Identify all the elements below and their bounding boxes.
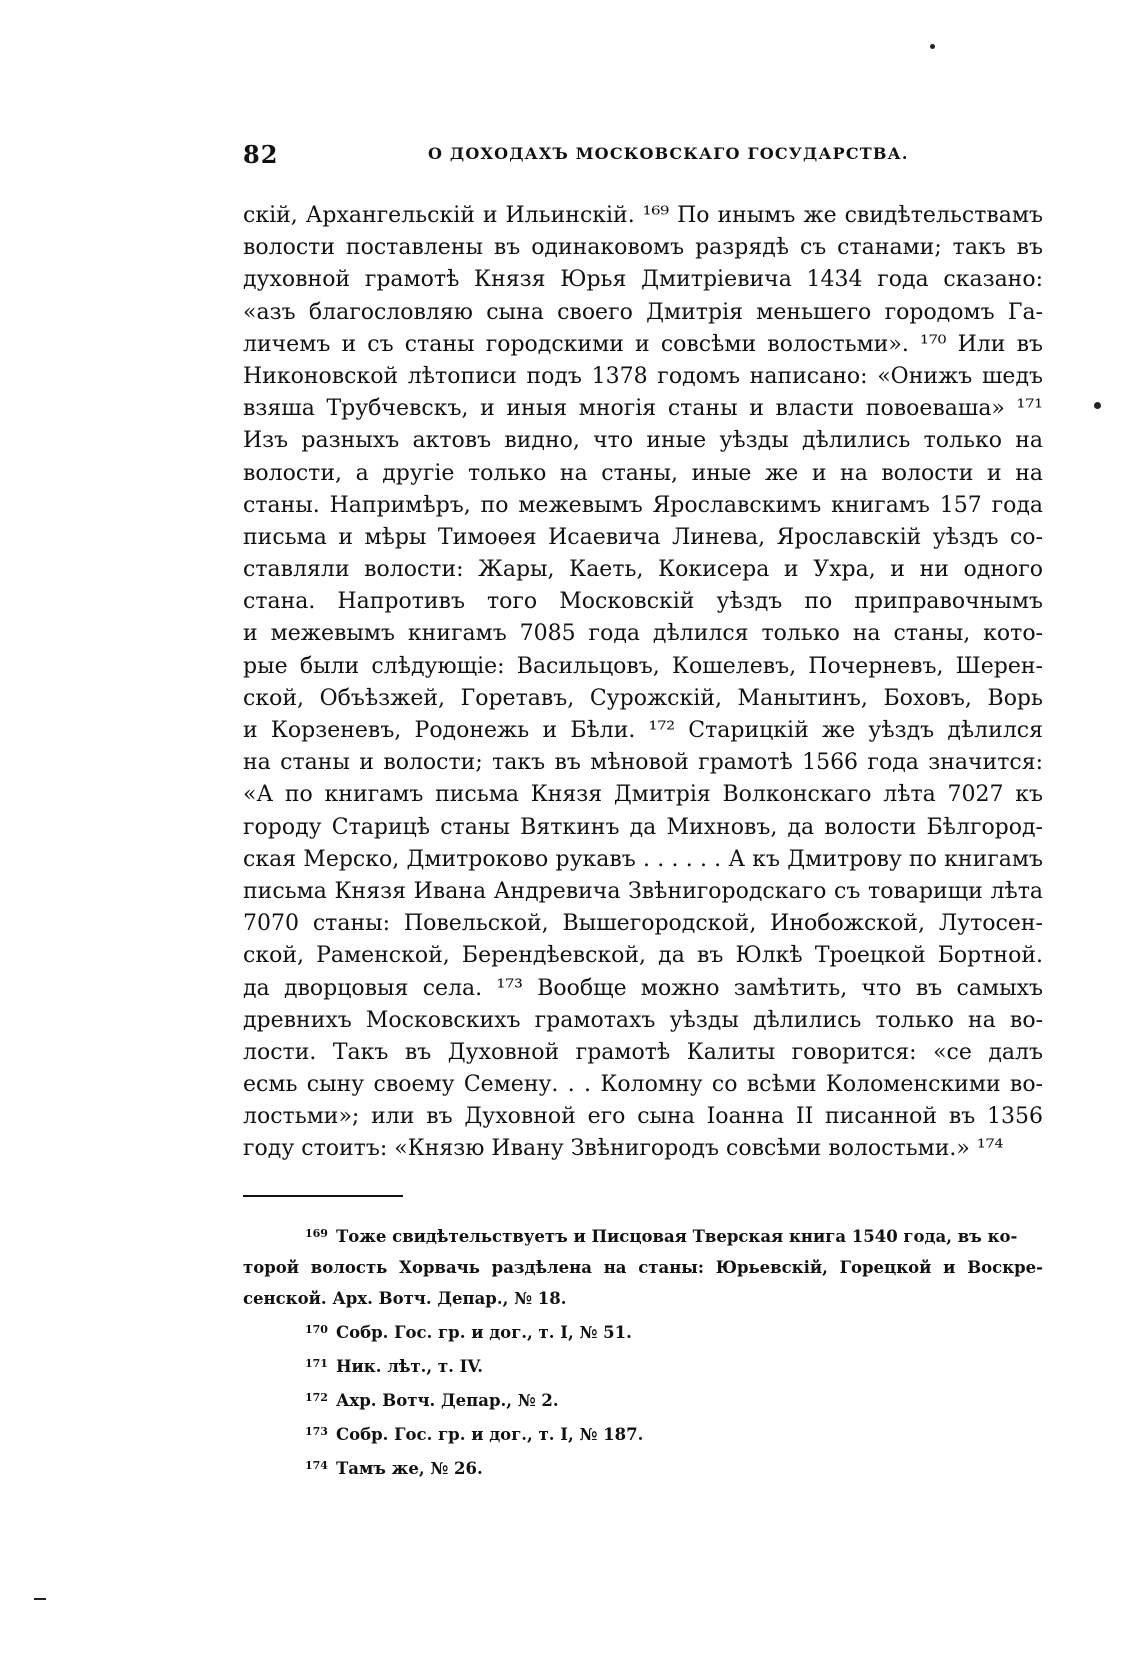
main-text	[243, 200, 1043, 1166]
footnote-169	[243, 1218, 1043, 1252]
running-title: О ДОХОДАХЪ МОСКОВСКАГО ГОСУДАРСТВА.	[428, 144, 909, 163]
footnote-text: Тамъ же, № 26.	[335, 1459, 483, 1478]
scan-speck	[1094, 402, 1101, 409]
text-line: лости. Такъ въ Духовной грамотѣ Калиты говорится: «се далъ	[243, 1039, 1043, 1065]
footnote-174	[243, 1450, 1043, 1484]
text-line: году стоитъ: «Князю Ивану Звѣнигородъ совсѣми волостьми.» ¹⁷⁴	[243, 1136, 1004, 1162]
footnote-text: сенской. Арх. Вотч. Депар., № 18.	[243, 1289, 567, 1308]
footnote-171	[243, 1348, 1043, 1382]
text-line: городу Старицѣ станы Вяткинъ да Михновъ, да волости Бѣлгород-	[243, 814, 1043, 840]
footnote-number: 171	[305, 1357, 328, 1370]
text-line: ской, Объѣзжей, Горетавъ, Сурожскій, Манытинъ, Боховъ, Ворь	[243, 685, 1043, 711]
page-number: 82	[243, 140, 279, 169]
text-line: и Корзеневъ, Родонежь и Бѣли. ¹⁷² Старицкій же уѣздъ дѣлился	[243, 718, 1043, 743]
footnote-170	[243, 1314, 1043, 1348]
footnote-text: Собр. Гос. гр. и дог., т. I, № 51.	[335, 1323, 632, 1342]
text-line: древнихъ Московскихъ грамотахъ уѣзды дѣлились только на во-	[243, 1007, 1043, 1033]
text-line: ская Мерско, Дмитроково рукавъ . . . . . . А къ Дмитрову по книгамъ	[243, 846, 1043, 872]
footnote-number: 170	[305, 1323, 328, 1336]
text-line: письма Князя Ивана Андревича Звѣнигородскаго съ товарищи лѣта	[243, 878, 1043, 904]
text-line: «азъ благословляю сына своего Дмитрія меньшего городомъ Га-	[243, 299, 1043, 325]
text-line: на станы и волости; такъ въ мѣновой грамотѣ 1566 года значится:	[243, 750, 1043, 776]
text-line: «А по книгамъ письма Князя Дмитрія Волконскаго лѣта 7027 къ	[243, 782, 1043, 808]
scan-speck	[34, 1598, 46, 1600]
text-line: стана. Напротивъ того Московскій уѣздъ по приправочнымъ	[243, 589, 1043, 615]
footnote-text: Ахр. Вотч. Депар., № 2.	[335, 1391, 559, 1410]
text-line: Никоновской лѣтописи подъ 1378 годомъ написано: «Онижъ шедъ	[243, 363, 1043, 389]
footnote-text: торой волость Хорвачь раздѣлена на станы: Юрьевскій, Горецкой и Воскре-	[243, 1258, 1043, 1277]
footnote-text: Тоже свидѣтельствуетъ и Писцовая Тверская книга 1540 года, въ ко-	[335, 1227, 1018, 1246]
text-line: волости, а другіе только на станы, иные же и на волости и на	[243, 460, 1043, 486]
text-line: да дворцовыя села. ¹⁷³ Вообще можно замѣтить, что въ самыхъ	[243, 975, 1043, 1001]
footnote-separator	[243, 1195, 403, 1197]
footnote-number: 169	[305, 1227, 328, 1240]
footnote-169-continuation	[243, 1252, 1043, 1283]
footnote-number: 174	[305, 1459, 328, 1472]
footnote-number: 172	[305, 1391, 328, 1404]
footnotes	[243, 1218, 1043, 1484]
text-line: волости поставлены въ одинаковомъ разрядѣ съ станами; такъ въ	[243, 235, 1043, 261]
text-line: лостьми»; или въ Духовной его сына Іоанна II писанной въ 1356	[243, 1104, 1043, 1130]
footnote-number: 173	[305, 1425, 328, 1438]
text-line: взяша Трубчевскъ, и иныя многія станы и власти повоеваша» ¹⁷¹	[243, 396, 1043, 422]
scan-speck	[930, 44, 935, 49]
footnote-173	[243, 1416, 1043, 1450]
text-line: и межевымъ книгамъ 7085 года дѣлился только на станы, кото-	[243, 621, 1043, 647]
text-line: станы. Напримѣръ, по межевымъ Ярославскимъ книгамъ 157 года	[243, 492, 1043, 518]
text-line: ской, Раменской, Берендѣевской, да въ Юлкѣ Троецкой Бортной.	[243, 943, 1043, 969]
text-line: ставляли волости: Жары, Каеть, Кокисера и Ухра, и ни одного	[243, 557, 1043, 583]
text-line: 7070 станы: Повельской, Вышегородской, Инобожской, Лутосен-	[243, 911, 1043, 937]
text-line: рые были слѣдующіе: Васильцовъ, Кошелевъ, Почерневъ, Шерен-	[243, 653, 1043, 679]
footnote-172	[243, 1382, 1043, 1416]
footnote-text: Ник. лѣт., т. IV.	[335, 1357, 483, 1376]
footnote-text: Собр. Гос. гр. и дог., т. I, № 187.	[335, 1425, 644, 1444]
footnote-169-continuation	[243, 1283, 1043, 1314]
page-header	[243, 140, 1035, 172]
text-line: есмь сыну своему Семену. . . Коломну со всѣми Коломенскими во-	[243, 1072, 1043, 1098]
text-line: скій, Архангельскій и Ильинскій. ¹⁶⁹ По инымъ же свидѣтельствамъ	[243, 203, 1043, 228]
text-line: духовной грамотѣ Князя Юрья Дмитріевича 1434 года сказано:	[243, 267, 1043, 293]
text-line: Изъ разныхъ актовъ видно, что иные уѣзды дѣлились только на	[243, 428, 1043, 454]
text-line: письма и мѣры Тимоѳея Исаевича Линева, Ярославскій уѣздъ со-	[243, 524, 1043, 550]
text-line: личемъ и съ станы городскими и совсѣми волостьми». ¹⁷⁰ Или въ	[243, 331, 1043, 357]
